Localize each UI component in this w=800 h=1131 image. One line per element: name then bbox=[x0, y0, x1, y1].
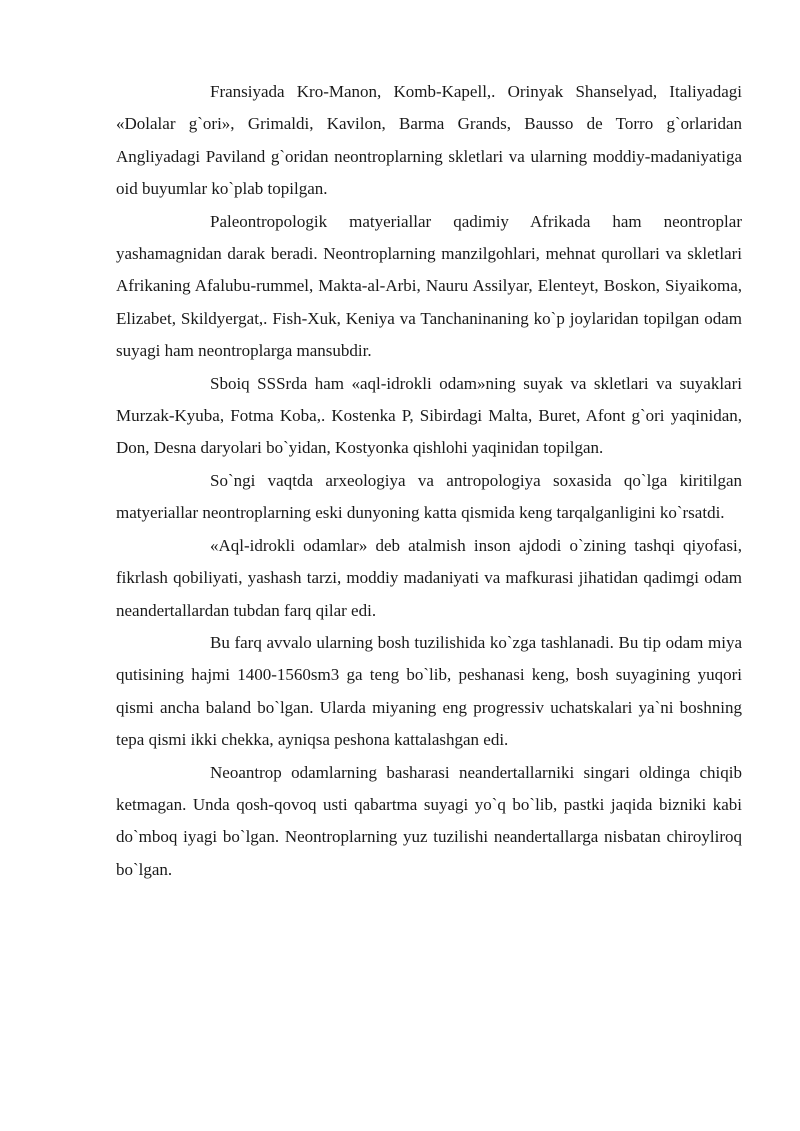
paragraph: Neoantrop odamlarning basharasi neandertallarniki singari oldinga chiqib ketmagan. Unda qosh-qovoq usti qabartma suyagi yo`q bo`lib, pastki jaqida bizniki kabi do`mboq iyagi bo`lgan. Neontroplarning yuz tuzilishi neandertallarga nisbatan chiroyliroq bo`lgan. bbox=[116, 762, 742, 879]
paragraph: So`ngi vaqtda arxeologiya va antropologiya soxasida qo`lga kiritilgan matyeriallar neontroplarning eski dunyoning katta qismida keng tarqalganligini ko`rsatdi. bbox=[116, 470, 742, 523]
paragraph: Paleontropologik matyeriallar qadimiy Afrikada ham neontroplar yashamagnidan darak beradi. Neontroplarning manzilgohlari, mehnat qurollari va skletlari Afrikaning Afalubu-rummel, Makta-al-Arbi, Nauru Assilyar, Elenteyt, Boskon, Siyaikoma, Elizabet, Skildyergat,. Fish-Xuk, Keniya va Tanchaninaning ko`p joylaridan topilgan odam suyagi ham neontroplarga mansubdir. bbox=[116, 211, 742, 361]
paragraph: Sboiq SSSrda ham «aql-idrokli odam»ning suyak va skletlari va suyaklari Murzak-Kyuba, Fotma Koba,. Kostenka P, Sibirdagi Malta, Buret, Afont g`ori yaqinidan, Don, Desna daryolari bo`yidan, Kostyonka qishlohi yaqinidan topilgan. bbox=[116, 373, 742, 458]
document-page bbox=[116, 76, 742, 886]
paragraph: «Aql-idrokli odamlar» deb atalmish inson ajdodi o`zining tashqi qiyofasi, fikrlash qobiliyati, yashash tarzi, moddiy madaniyati va mafkurasi jihatidan qadimgi odam neandertallardan tubdan farq qilar edi. bbox=[116, 535, 742, 620]
paragraph: Bu farq avvalo ularning bosh tuzilishida ko`zga tashlanadi. Bu tip odam miya qutisining hajmi 1400-1560sm3 ga teng bo`lib, peshanasi keng, bosh suyagining yuqori qismi ancha baland bo`lgan. Ularda miyaning eng progressiv uchatskalari ya`ni boshning tepa qismi ikki chekka, ayniqsa peshona kattalashgan edi. bbox=[116, 632, 742, 750]
paragraph: Fransiyada Kro-Manon, Komb-Kapell,. Orinyak Shanselyad, Italiyadagi «Dolalar g`ori», Grimaldi, Kavilon, Barma Grands, Bausso de Torro g`orlaridan Angliyadagi Paviland g`oridan neontroplarning skletlari va ularning moddiy-madaniyatiga oid buyumlar ko`plab topilgan. bbox=[116, 82, 742, 199]
